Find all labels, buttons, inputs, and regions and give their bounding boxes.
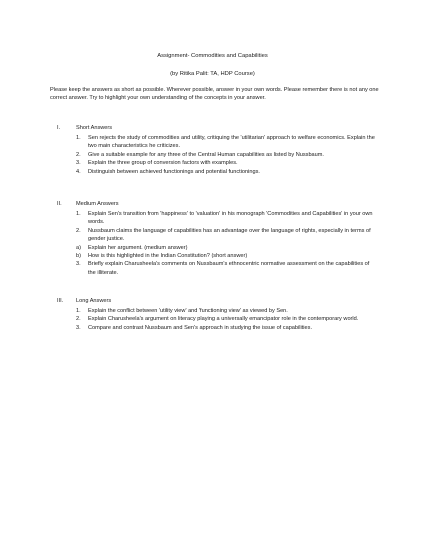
item-marker: 4. — [76, 168, 81, 175]
list-item — [76, 260, 376, 277]
list-item — [76, 168, 376, 176]
item-text: Explain the three group of conversion factors with examples. — [88, 160, 238, 167]
section-number: III. — [57, 298, 64, 304]
item-marker: 1. — [76, 211, 81, 217]
list-item — [76, 244, 376, 252]
list-item — [76, 252, 376, 260]
item-text: Explain her argument. (medium answer) — [88, 244, 188, 251]
item-text: Give a suitable example for any three of the Central Human capabilities as listed by Nussbaum. — [88, 151, 324, 158]
item-text: Sen rejects the study of commodities and utility, critiquing the 'utilitarian' approach to welfare economics. Explain the two main characteristics he criticizes. — [88, 135, 375, 150]
item-text: Explain the conflict between 'utility view' and 'functioning view' as viewed by Sen. — [88, 308, 288, 314]
document-byline: (by Ritika Palit: TA, HDP Course) — [170, 71, 255, 77]
list-item — [76, 315, 376, 323]
item-marker: 3. — [76, 160, 81, 167]
short-answers-list — [76, 134, 376, 176]
long-answers-list — [76, 307, 376, 332]
item-text: Briefly explain Charusheela's comments on Nussbaum's ethnocentric normative assessment on the capabilities of the illiterate. — [88, 261, 370, 276]
section-title: Medium Answers — [76, 201, 119, 207]
medium-answers-list — [76, 210, 376, 277]
list-item — [76, 159, 376, 167]
list-item — [76, 210, 376, 227]
item-marker: 2. — [76, 151, 81, 158]
section-number: II. — [57, 201, 62, 207]
item-text: How is this highlighted in the Indian Constitution? (short answer) — [88, 252, 248, 259]
item-marker: 2. — [76, 316, 81, 323]
item-text: Explain Sen's transition from 'happiness' to 'valuation' in his monograph 'Commodities and Capabilities' in your own words. — [88, 211, 373, 226]
item-text: Compare and contrast Nussbaum and Sen's approach in studying the issue of capabilities. — [88, 324, 313, 331]
document-title: Assignment- Commodities and Capabilities — [157, 53, 268, 59]
item-marker: 3. — [76, 261, 81, 268]
item-marker: b) — [76, 252, 81, 259]
intro-paragraph: Please keep the answers as short as possible. Wherever possible, answer in your own words. Please remember there is not any one correct answer. Try to highlight your own understanding of the concepts in your answer. — [50, 87, 379, 102]
section-heading-medium — [57, 200, 119, 208]
list-item — [76, 227, 376, 244]
list-item — [76, 324, 376, 332]
item-marker: a) — [76, 244, 81, 251]
item-text: Distinguish between achieved functionings and potential functionings. — [88, 168, 260, 175]
item-marker: 3. — [76, 324, 81, 331]
section-title: Short Answers — [76, 125, 113, 131]
section-heading-short — [57, 124, 112, 132]
list-item — [76, 134, 376, 151]
item-marker: 1. — [76, 308, 81, 314]
item-text: Nussbaum claims the language of capabilities has an advantage over the language of rights, especially in terms of gender justice. — [88, 227, 371, 243]
section-number: I. — [57, 125, 61, 131]
list-item — [76, 151, 376, 159]
item-text: Explain Charusheela's argument on literacy playing a universally emancipator role in the contemporary world. — [88, 316, 359, 323]
item-marker: 2. — [76, 227, 81, 234]
section-heading-long — [57, 297, 111, 305]
item-marker: 1. — [76, 135, 81, 141]
section-title: Long Answers — [76, 298, 112, 304]
list-item — [76, 307, 376, 315]
